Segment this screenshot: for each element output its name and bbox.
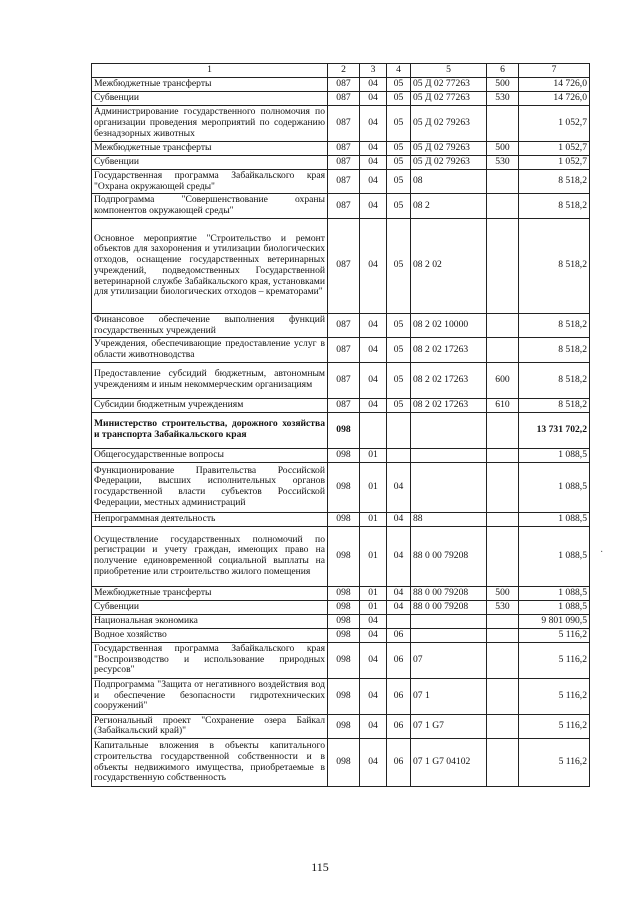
table-row	[92, 362, 590, 398]
gov-code-cell: 087	[328, 398, 360, 412]
subsection-cell: 06	[387, 714, 411, 738]
section-cell: 04	[360, 142, 387, 156]
expense-type-cell	[487, 194, 519, 218]
row-name-cell: Региональный проект "Сохранение озера Байкал (Забайкальский край)"	[92, 714, 328, 738]
section-cell: 04	[360, 398, 387, 412]
target-article-cell	[411, 462, 487, 512]
section-cell: 04	[360, 156, 387, 170]
amount-cell: 1 088,5	[519, 526, 590, 586]
target-article-cell: 08 2 02 17263	[411, 398, 487, 412]
subsection-cell: 05	[387, 398, 411, 412]
expense-type-cell	[487, 614, 519, 628]
target-article-cell	[411, 614, 487, 628]
gov-code-cell: 098	[328, 714, 360, 738]
amount-cell: 5 116,2	[519, 628, 590, 642]
subsection-cell: 04	[387, 600, 411, 614]
row-name-cell: Субвенции	[92, 600, 328, 614]
gov-code-cell: 098	[328, 642, 360, 678]
subsection-cell: 04	[387, 526, 411, 586]
row-name-cell: Осуществление государственных полномочий по регистрации и учету граждан, имеющих право на получение единовременной социальной выплаты на приобретение или строительство жилого помещения	[92, 526, 328, 586]
table-row	[92, 614, 590, 628]
gov-code-cell: 098	[328, 628, 360, 642]
expense-type-cell	[487, 462, 519, 512]
subsection-cell: 06	[387, 628, 411, 642]
section-cell: 04	[360, 678, 387, 714]
column-header: 2	[328, 64, 360, 78]
table-row	[92, 313, 590, 337]
section-cell: 04	[360, 106, 387, 142]
row-name-cell: Основное мероприятие "Строительство и ремонт объектов для захоронения и утилизации биологических отходов, оснащение государственных ветеринарных учреждений, подведомственных Государственной ветеринарной службе Забайкальского края, установками для утилизации биологических отходов – крематорами"	[92, 218, 328, 313]
row-name-cell: Государственная программа Забайкальского края "Охрана окружающей среды"	[92, 170, 328, 194]
table-row	[92, 586, 590, 600]
target-article-cell: 07 1 G7 04102	[411, 739, 487, 787]
expense-type-cell: 530	[487, 92, 519, 106]
column-header: 6	[487, 64, 519, 78]
expense-type-cell	[487, 412, 519, 448]
amount-cell: 8 518,2	[519, 170, 590, 194]
gov-code-cell: 087	[328, 78, 360, 92]
row-name-cell: Субвенции	[92, 156, 328, 170]
row-name-cell: Непрограммная деятельность	[92, 512, 328, 526]
target-article-cell: 07	[411, 642, 487, 678]
subsection-cell: 05	[387, 92, 411, 106]
column-header: 3	[360, 64, 387, 78]
amount-cell: 14 726,0	[519, 92, 590, 106]
expense-type-cell: 500	[487, 78, 519, 92]
target-article-cell: 08	[411, 170, 487, 194]
column-header: 7	[519, 64, 590, 78]
target-article-cell: 08 2 02 17263	[411, 362, 487, 398]
target-article-cell	[411, 412, 487, 448]
section-cell: 01	[360, 526, 387, 586]
expense-type-cell	[487, 739, 519, 787]
amount-cell: 1 088,5	[519, 600, 590, 614]
row-name-cell: Межбюджетные трансферты	[92, 78, 328, 92]
column-header: 4	[387, 64, 411, 78]
column-header: 5	[411, 64, 487, 78]
section-cell: 01	[360, 448, 387, 462]
subsection-cell: 05	[387, 218, 411, 313]
column-header: 1	[92, 64, 328, 78]
amount-cell: 1 088,5	[519, 462, 590, 512]
amount-cell: 8 518,2	[519, 398, 590, 412]
row-name-cell: Национальная экономика	[92, 614, 328, 628]
gov-code-cell: 087	[328, 156, 360, 170]
expense-type-cell	[487, 218, 519, 313]
row-name-cell: Субвенции	[92, 92, 328, 106]
section-cell: 04	[360, 614, 387, 628]
section-cell: 04	[360, 338, 387, 362]
row-name-cell: Государственная программа Забайкальского края "Воспроизводство и использование природных ресурсов"	[92, 642, 328, 678]
amount-cell: 8 518,2	[519, 218, 590, 313]
subsection-cell: 05	[387, 362, 411, 398]
gov-code-cell: 098	[328, 586, 360, 600]
table-row	[92, 92, 590, 106]
expense-type-cell: 610	[487, 398, 519, 412]
target-article-cell: 88 0 00 79208	[411, 600, 487, 614]
gov-code-cell: 098	[328, 526, 360, 586]
section-cell: 04	[360, 739, 387, 787]
section-cell: 01	[360, 600, 387, 614]
subsection-cell: 06	[387, 678, 411, 714]
section-cell: 04	[360, 642, 387, 678]
page-number: 115	[311, 860, 329, 874]
subsection-cell: 05	[387, 313, 411, 337]
row-name-cell: Функционирование Правительства Российской Федерации, высших исполнительных органов государственной власти субъектов Российской Федерации, местных администраций	[92, 462, 328, 512]
amount-cell: 5 116,2	[519, 739, 590, 787]
subsection-cell: 06	[387, 642, 411, 678]
table-row	[92, 642, 590, 678]
row-name-cell: Министерство строительства, дорожного хозяйства и транспорта Забайкальского края	[92, 412, 328, 448]
target-article-cell: 08 2	[411, 194, 487, 218]
section-cell: 04	[360, 628, 387, 642]
subsection-cell: 05	[387, 194, 411, 218]
gov-code-cell: 098	[328, 512, 360, 526]
table-row	[92, 628, 590, 642]
gov-code-cell: 098	[328, 412, 360, 448]
section-cell: 04	[360, 714, 387, 738]
expense-type-cell	[487, 642, 519, 678]
amount-cell: 14 726,0	[519, 78, 590, 92]
expense-type-cell: 530	[487, 156, 519, 170]
target-article-cell: 05 Д 02 79263	[411, 142, 487, 156]
expense-type-cell	[487, 448, 519, 462]
amount-cell: 1 052,7	[519, 106, 590, 142]
expense-type-cell: 530	[487, 600, 519, 614]
row-name-cell: Межбюджетные трансферты	[92, 142, 328, 156]
amount-cell: 1 088,5	[519, 512, 590, 526]
row-name-cell: Общегосударственные вопросы	[92, 448, 328, 462]
table-row	[92, 448, 590, 462]
subsection-cell: 05	[387, 156, 411, 170]
table-body	[92, 78, 590, 787]
table-row	[92, 218, 590, 313]
target-article-cell: 05 Д 02 79263	[411, 106, 487, 142]
amount-cell: 5 116,2	[519, 714, 590, 738]
target-article-cell	[411, 448, 487, 462]
gov-code-cell: 087	[328, 362, 360, 398]
amount-cell: 13 731 702,2	[519, 412, 590, 448]
gov-code-cell: 087	[328, 142, 360, 156]
subsection-cell: 05	[387, 78, 411, 92]
row-name-cell: Администрирование государственного полномочия по организации проведения мероприятий по содержанию безнадзорных животных	[92, 106, 328, 142]
gov-code-cell: 087	[328, 313, 360, 337]
table-row	[92, 170, 590, 194]
expense-type-cell: 500	[487, 586, 519, 600]
subsection-cell: 05	[387, 106, 411, 142]
gov-code-cell: 087	[328, 170, 360, 194]
expense-type-cell	[487, 526, 519, 586]
gov-code-cell: 087	[328, 194, 360, 218]
row-name-cell: Водное хозяйство	[92, 628, 328, 642]
gov-code-cell: 098	[328, 678, 360, 714]
table-row	[92, 156, 590, 170]
table-row	[92, 78, 590, 92]
row-name-cell: Субсидии бюджетным учреждениям	[92, 398, 328, 412]
section-cell: 04	[360, 362, 387, 398]
section-cell: 04	[360, 313, 387, 337]
scan-mark: ·	[600, 547, 604, 558]
amount-cell: 1 052,7	[519, 142, 590, 156]
section-cell: 04	[360, 218, 387, 313]
row-name-cell: Капитальные вложения в объекты капитального строительства государственной собственности и в объекты недвижимого имущества, приобретаемые в государственную собственность	[92, 739, 328, 787]
budget-table	[91, 63, 590, 787]
subsection-cell: 06	[387, 739, 411, 787]
subsection-cell: 05	[387, 338, 411, 362]
expense-type-cell: 500	[487, 142, 519, 156]
target-article-cell: 88	[411, 512, 487, 526]
gov-code-cell: 087	[328, 106, 360, 142]
row-name-cell: Учреждения, обеспечивающие предоставление услуг в области животноводства	[92, 338, 328, 362]
gov-code-cell: 098	[328, 614, 360, 628]
gov-code-cell: 098	[328, 600, 360, 614]
expense-type-cell	[487, 628, 519, 642]
target-article-cell: 08 2 02 10000	[411, 313, 487, 337]
row-name-cell: Финансовое обеспечение выполнения функций государственных учреждений	[92, 313, 328, 337]
table-header-row	[92, 64, 590, 78]
section-cell: 01	[360, 586, 387, 600]
expense-type-cell	[487, 338, 519, 362]
gov-code-cell: 098	[328, 739, 360, 787]
expense-type-cell	[487, 678, 519, 714]
amount-cell: 1 088,5	[519, 448, 590, 462]
section-cell: 04	[360, 78, 387, 92]
subsection-cell	[387, 412, 411, 448]
table-row	[92, 398, 590, 412]
gov-code-cell: 087	[328, 338, 360, 362]
target-article-cell	[411, 628, 487, 642]
target-article-cell: 07 1	[411, 678, 487, 714]
table-row	[92, 714, 590, 738]
table-row	[92, 526, 590, 586]
amount-cell: 5 116,2	[519, 642, 590, 678]
amount-cell: 8 518,2	[519, 338, 590, 362]
target-article-cell: 05 Д 02 79263	[411, 156, 487, 170]
table-row	[92, 678, 590, 714]
expense-type-cell: 600	[487, 362, 519, 398]
target-article-cell: 08 2 02 17263	[411, 338, 487, 362]
target-article-cell: 05 Д 02 77263	[411, 78, 487, 92]
section-cell: 04	[360, 170, 387, 194]
expense-type-cell	[487, 714, 519, 738]
section-cell: 01	[360, 512, 387, 526]
section-cell: 01	[360, 462, 387, 512]
table-row	[92, 462, 590, 512]
table-row	[92, 412, 590, 448]
amount-cell: 1 088,5	[519, 586, 590, 600]
amount-cell: 1 052,7	[519, 156, 590, 170]
target-article-cell: 88 0 00 79208	[411, 586, 487, 600]
subsection-cell: 05	[387, 142, 411, 156]
target-article-cell: 05 Д 02 77263	[411, 92, 487, 106]
section-cell: 04	[360, 92, 387, 106]
subsection-cell	[387, 448, 411, 462]
amount-cell: 5 116,2	[519, 678, 590, 714]
table-row	[92, 338, 590, 362]
section-cell	[360, 412, 387, 448]
table-row	[92, 739, 590, 787]
subsection-cell	[387, 614, 411, 628]
table-row	[92, 142, 590, 156]
amount-cell: 8 518,2	[519, 362, 590, 398]
subsection-cell: 04	[387, 512, 411, 526]
target-article-cell: 88 0 00 79208	[411, 526, 487, 586]
subsection-cell: 05	[387, 170, 411, 194]
expense-type-cell	[487, 106, 519, 142]
amount-cell: 8 518,2	[519, 194, 590, 218]
expense-type-cell	[487, 170, 519, 194]
subsection-cell: 04	[387, 586, 411, 600]
row-name-cell: Подпрограмма "Защита от негативного воздействия вод и обеспечение безопасности гидротехнических сооружений"	[92, 678, 328, 714]
gov-code-cell: 098	[328, 462, 360, 512]
table-row	[92, 106, 590, 142]
table-row	[92, 512, 590, 526]
amount-cell: 9 801 090,5	[519, 614, 590, 628]
expense-type-cell	[487, 512, 519, 526]
subsection-cell: 04	[387, 462, 411, 512]
section-cell: 04	[360, 194, 387, 218]
row-name-cell: Предоставление субсидий бюджетным, автономным учреждениям и иным некоммерческим организациям	[92, 362, 328, 398]
gov-code-cell: 098	[328, 448, 360, 462]
row-name-cell: Подпрограмма "Совершенствование охраны компонентов окружающей среды"	[92, 194, 328, 218]
row-name-cell: Межбюджетные трансферты	[92, 586, 328, 600]
target-article-cell: 08 2 02	[411, 218, 487, 313]
gov-code-cell: 087	[328, 218, 360, 313]
expense-type-cell	[487, 313, 519, 337]
target-article-cell: 07 1 G7	[411, 714, 487, 738]
amount-cell: 8 518,2	[519, 313, 590, 337]
table-row	[92, 600, 590, 614]
gov-code-cell: 087	[328, 92, 360, 106]
table-row	[92, 194, 590, 218]
